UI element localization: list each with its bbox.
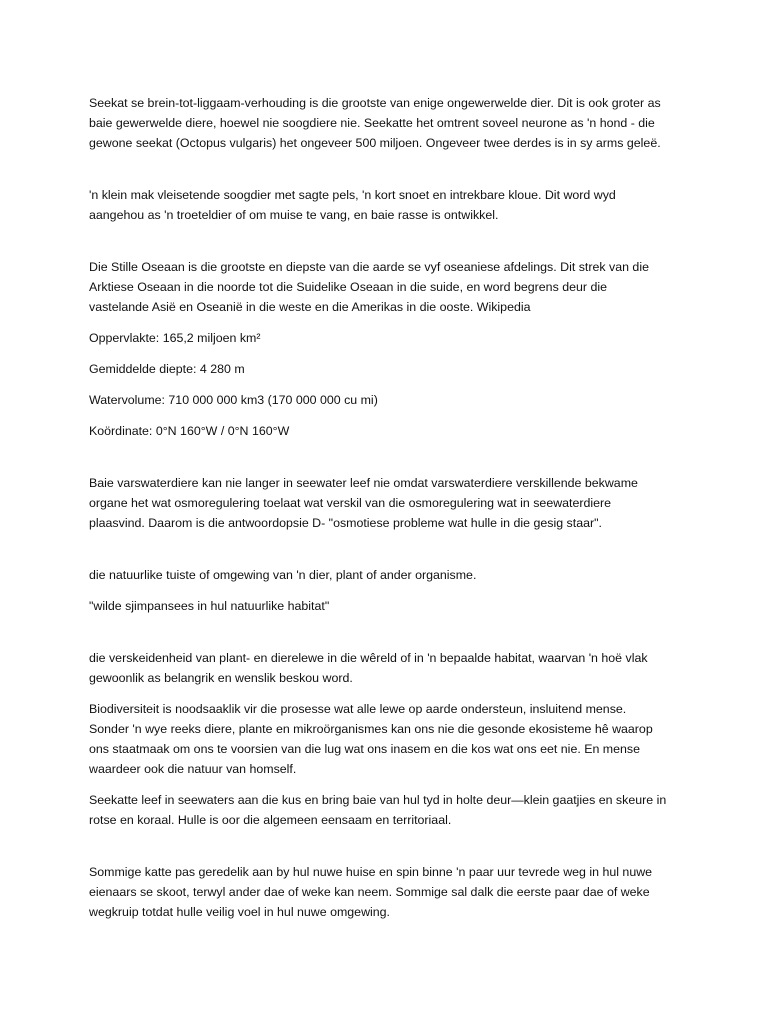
paragraph-habitat-definition: die natuurlike tuiste of omgewing van 'n dier, plant of ander organisme. [89,568,477,582]
paragraph-octopus-brain: Seekat se brein-tot-liggaam-verhouding is die grootste van enige ongewerwelde dier. Dit is ook groter as baie gewerwelde diere, hoewel nie soogdiere nie. Seekatte het omtrent soveel neurone as 'n hond - die gewone seekat (Octopus vulgaris) het ongeveer 500 miljoen. Ongeveer twee derdes is in sy arms geleë. [89,96,661,150]
paragraph-water-volume: Watervolume: 710 000 000 km3 (170 000 000 cu mi) [89,393,378,407]
paragraph-freshwater-animals: Baie varswaterdiere kan nie langer in seewater leef nie omdat varswaterdiere verskillende bekwame organe het wat osmoregulering toelaat wat verskil van die osmoregulering wat in seewaterdiere plaasvind. Daarom is die antwoordopsie D- "osmotiese probleme wat hulle in die gesig staar". [89,476,638,530]
paragraph-biodiversity-definition: die verskeidenheid van plant- en dierelewe in die wêreld of in 'n bepaalde habitat, waarvan 'n hoë vlak gewoonlik as belangrik en wenslik beskou word. [89,651,648,685]
paragraph-coordinates: Koördinate: 0°N 160°W / 0°N 160°W [89,424,290,438]
paragraph-biodiversity-importance: Biodiversiteit is noodsaaklik vir die prosesse wat alle lewe op aarde ondersteun, insluitend mense. Sonder 'n wye reeks diere, plante en mikroörganismes kan ons nie die gesonde ekosisteme hê waarop ons staatmaak om ons te voorsien van die lug wat ons inasem en die kos wat ons eet nie. En mense waardeer ook die natuur van homself. [89,702,653,776]
paragraph-habitat-example: "wilde sjimpansees in hul natuurlike habitat" [89,599,330,613]
paragraph-area: Oppervlakte: 165,2 miljoen km² [89,331,261,345]
document-body [89,93,689,922]
paragraph-cat-definition: 'n klein mak vleisetende soogdier met sagte pels, 'n kort snoet en intrekbare kloue. Dit word wyd aangehou as 'n troeteldier of om muise te vang, en baie rasse is ontwikkel. [89,188,616,222]
paragraph-cats-adapting: Sommige katte pas geredelik aan by hul nuwe huise en spin binne 'n paar uur tevrede weg in hul nuwe eienaars se skoot, terwyl ander dae of weke kan neem. Sommige sal dalk die eerste paar dae of weke wegkruip totdat hulle veilig voel in hul nuwe omgewing. [89,865,653,919]
paragraph-pacific-ocean: Die Stille Oseaan is die grootste en diepste van die aarde se vyf oseaniese afdelings. Dit strek van die Arktiese Oseaan in die noorde tot die Suidelike Oseaan in die suide, en word begrens deur die vastelande Asië en Oseanië in die weste en die Amerikas in die ooste. Wikipedia [89,260,649,314]
paragraph-octopus-habitat: Seekatte leef in seewaters aan die kus en bring baie van hul tyd in holte deur—klein gaatjies en skeure in rotse en koraal. Hulle is oor die algemeen eensaam en territoriaal. [89,793,667,827]
paragraph-mean-depth: Gemiddelde diepte: 4 280 m [89,362,245,376]
